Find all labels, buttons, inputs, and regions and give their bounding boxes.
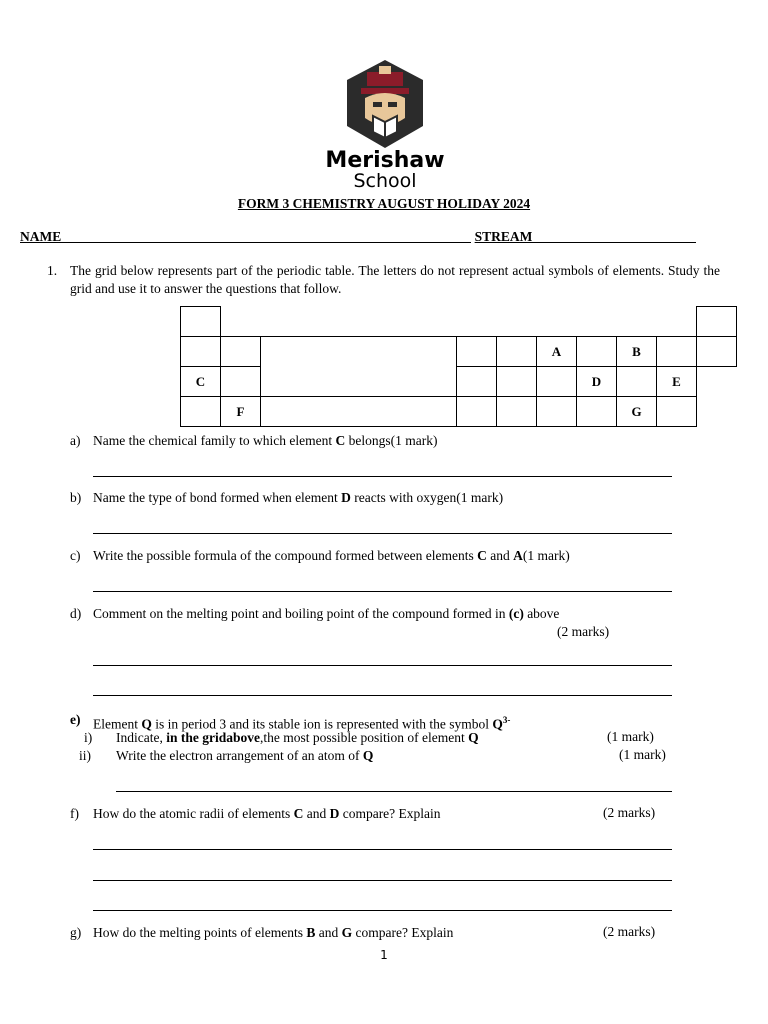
- school-name-line1: Merishaw: [325, 148, 445, 173]
- part-e-i-marks: (1 mark): [607, 729, 654, 744]
- part-e-label: e): [70, 712, 81, 727]
- answer-line[interactable]: [93, 591, 672, 592]
- grid-cell[interactable]: [181, 397, 221, 427]
- part-e-i-text: Indicate, in the gridabove,the most possible position of element Q: [116, 730, 479, 745]
- grid-cell[interactable]: [181, 337, 221, 367]
- answer-line[interactable]: [93, 533, 672, 534]
- grid-cell[interactable]: [697, 337, 737, 367]
- part-c-label: c): [70, 548, 81, 563]
- answer-line[interactable]: [93, 880, 672, 881]
- grid-cell-f: F: [221, 397, 261, 427]
- grid-cell[interactable]: [537, 367, 577, 397]
- grid-cell[interactable]: [697, 307, 737, 337]
- name-label: NAME: [20, 229, 62, 244]
- stream-blank[interactable]: [532, 242, 696, 243]
- part-f-marks: (2 marks): [603, 805, 656, 820]
- grid-cell[interactable]: [457, 337, 497, 367]
- part-f-label: f): [70, 806, 79, 821]
- grid-cell-g: G: [617, 397, 657, 427]
- grid-cell[interactable]: [657, 397, 697, 427]
- q1-number: 1.: [47, 263, 58, 278]
- school-logo: [343, 58, 427, 150]
- part-a-text: Name the chemical family to which element C belongs(1 mark): [93, 433, 438, 448]
- grid-cell[interactable]: [537, 397, 577, 427]
- answer-line[interactable]: [93, 849, 672, 850]
- grid-cell-c: C: [181, 367, 221, 397]
- grid-cell[interactable]: [657, 337, 697, 367]
- page-number: 1: [380, 948, 388, 962]
- grid-cell[interactable]: [457, 397, 497, 427]
- periodic-grid: [180, 306, 737, 427]
- grid-cell[interactable]: [497, 337, 537, 367]
- school-name-line2: School: [353, 170, 417, 192]
- grid-cell[interactable]: [577, 397, 617, 427]
- answer-line[interactable]: [93, 910, 672, 911]
- part-d-text: Comment on the melting point and boiling point of the compound formed in (c) above: [93, 606, 560, 621]
- answer-line[interactable]: [116, 791, 672, 792]
- name-stream-row: [20, 229, 718, 245]
- part-a-label: a): [70, 433, 81, 448]
- part-b-label: b): [70, 490, 82, 505]
- stream-label: STREAM: [474, 229, 533, 244]
- part-g-text: How do the melting points of elements B and G compare? Explain: [93, 925, 454, 940]
- grid-cell[interactable]: [617, 367, 657, 397]
- part-e-i-label: i): [84, 730, 93, 745]
- answer-line[interactable]: [93, 695, 672, 696]
- part-f-text: How do the atomic radii of elements C and D compare? Explain: [93, 806, 441, 821]
- grid-cell[interactable]: [577, 337, 617, 367]
- grid-cell[interactable]: [457, 367, 497, 397]
- answer-line[interactable]: [93, 476, 672, 477]
- part-e-ii-marks: (1 mark): [619, 747, 666, 762]
- grid-cell[interactable]: [497, 397, 537, 427]
- grid-cell[interactable]: [497, 367, 537, 397]
- grid-cell[interactable]: [181, 307, 221, 337]
- part-e-ii-text: Write the electron arrangement of an atom of Q: [116, 748, 374, 763]
- grid-cell-e: E: [657, 367, 697, 397]
- part-e-text: Element Q is in period 3 and its stable ion is represented with the symbol $Q^{3-}$: [93, 715, 511, 732]
- name-blank[interactable]: [61, 242, 471, 243]
- part-c-text: Write the possible formula of the compound formed between elements C and A(1 mark): [93, 548, 570, 563]
- part-g-marks: (2 marks): [603, 924, 656, 939]
- part-g-label: g): [70, 925, 82, 940]
- answer-line[interactable]: [93, 665, 672, 666]
- part-d-label: d): [70, 606, 82, 621]
- grid-cell-a: A: [537, 337, 577, 367]
- part-d-marks: (2 marks): [557, 624, 610, 639]
- exam-title: FORM 3 CHEMISTRY AUGUST HOLIDAY 2024: [237, 196, 531, 211]
- grid-cell-d: D: [577, 367, 617, 397]
- grid-cell[interactable]: [221, 337, 261, 367]
- part-e-ii-label: ii): [79, 748, 91, 763]
- grid-cell-b: B: [617, 337, 657, 367]
- q1-intro: The grid below represents part of the periodic table. The letters do not represent actual symbols of elements. Study the grid and use it to answer the questions that follow.: [70, 263, 720, 296]
- grid-cell[interactable]: [221, 367, 261, 397]
- part-b-text: Name the type of bond formed when element D reacts with oxygen(1 mark): [93, 490, 504, 505]
- school-name: [300, 150, 470, 191]
